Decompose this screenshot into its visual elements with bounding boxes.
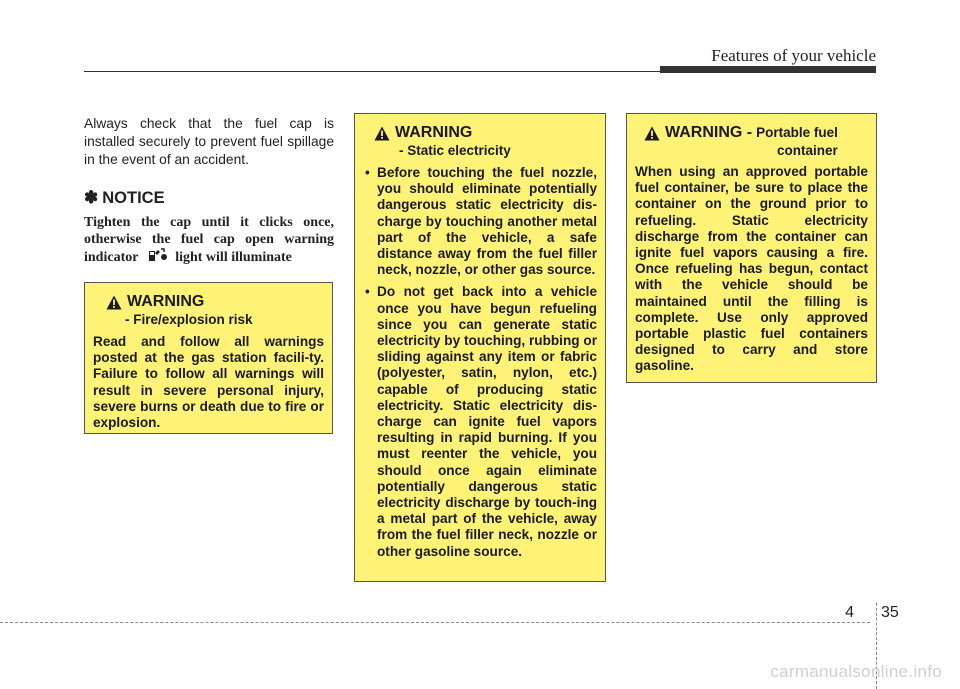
warning-container-title: WARNING -	[665, 124, 753, 141]
header-rule-accent	[660, 66, 876, 73]
notice-heading	[84, 188, 334, 208]
warning-container-subtitle: Portable fuel	[756, 125, 838, 140]
fuel-cap-warning-icon	[146, 248, 168, 262]
warning-fire-title: WARNING	[127, 293, 205, 310]
warning-container-subtitle-line2: container	[777, 143, 838, 158]
chapter-number: 4	[845, 604, 854, 621]
bullet-icon: •	[365, 284, 370, 300]
page-header-title: Features of your vehicle	[711, 46, 876, 65]
list-item	[363, 165, 597, 278]
warning-static-header	[363, 123, 597, 143]
warning-triangle-icon	[106, 295, 122, 310]
warning-triangle-icon	[374, 126, 390, 141]
notice-star-icon: ✽	[84, 188, 99, 207]
footer-rule	[0, 622, 870, 623]
warning-portable-container-box	[626, 113, 877, 383]
watermark: carmanualsonline.info	[770, 662, 942, 681]
warning-static-subtitle: - Static electricity	[399, 143, 511, 158]
list-item	[363, 284, 597, 559]
warning-container-text: When using an approved portable fuel container, be sure to place the container on the ground prior to refueling. Static electricity discharge from the container can ignite fuel vapors causing a fire. Once refueling has begun, contact with the vehicle should be maintained until the filling is complete. Use only approved portable plastic fuel containers designed to carry and store gasoline.	[635, 164, 868, 374]
notice-text	[84, 214, 334, 266]
warning-fire-subtitle: - Fire/explosion risk	[125, 312, 253, 327]
warning-static-bullet-1: Before touching the fuel nozzle, you should eliminate potentially dangerous static electricity dis-charge by touching another metal part of the vehicle, a safe distance away from the fuel filler neck, nozzle, or other gas source.	[377, 165, 597, 278]
notice-text-part2: light will illuminate	[175, 250, 292, 265]
page-number-value: 35	[881, 604, 899, 621]
notice-title: NOTICE	[102, 188, 165, 207]
warning-static-list	[363, 165, 597, 560]
warning-static-bullet-2: Do not get back into a vehicle once you have begun refueling since you can generate static electricity by touching, rubbing or sliding against any item or fabric (polyester, satin, nylon, etc.) capable of producing static electricity. Static electricity dis-charge can ignite fuel vapors resulting in rapid burning. If you must reenter the vehicle, you should once again eliminate potentially dangerous static electricity discharge by touch-ing a metal part of the vehicle, away from the fuel filler neck, nozzle or other gasoline source.	[377, 284, 597, 559]
notice-text-part1: Tighten the cap until it clicks once, otherwise the fuel cap open warning indicator	[84, 215, 334, 265]
warning-fire-explosion-box	[84, 282, 333, 434]
warning-fire-text: Read and follow all warnings posted at the gas station facili-ty. Failure to follow all warnings will result in severe personal injury, severe burns or death due to fire or explosion.	[93, 334, 324, 431]
bullet-icon: •	[365, 165, 370, 180]
warning-container-header	[635, 123, 868, 143]
warning-triangle-icon	[644, 126, 660, 141]
warning-static-title: WARNING	[395, 124, 473, 141]
warning-container-title-row	[665, 123, 838, 143]
left-column	[84, 115, 334, 266]
warning-static-box	[354, 113, 606, 582]
warning-fire-header	[93, 292, 324, 312]
intro-paragraph: Always check that the fuel cap is installed securely to prevent fuel spillage in the event of an accident.	[84, 116, 334, 167]
